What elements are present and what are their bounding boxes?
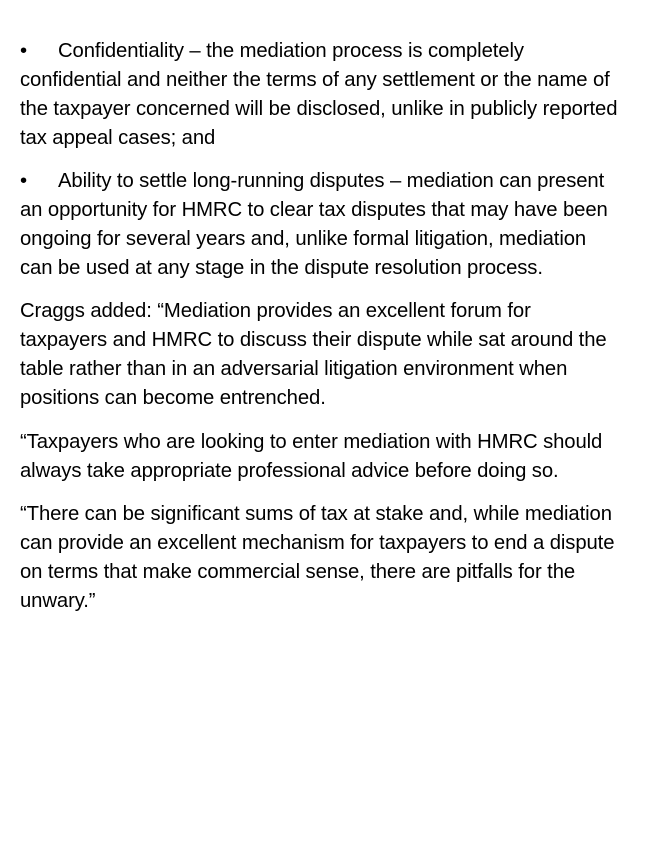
bullet-text: Ability to settle long-running disputes – mediation can present an opportunity for HMRC to clear tax disputes that may have been ongoing for several years and, unlike formal litigation, mediation can be used at any stage in the dispute resolution process. [20, 170, 608, 279]
bullet-item-long-running-disputes [20, 167, 620, 283]
paragraph-craggs-quote: Craggs added: “Mediation provides an excellent forum for taxpayers and HMRC to discuss their dispute while sat around the table rather than in an adversarial litigation environment when positions can become entrenched. [20, 300, 607, 410]
document-page [20, 37, 620, 630]
bullet-symbol: • [20, 40, 28, 62]
bullet-symbol: • [20, 170, 28, 193]
paragraph-pitfalls: “There can be significant sums of tax at stake and, while mediation can provide an excellent mechanism for taxpayers to end a dispute on terms that make commercial sense, there are pitfalls for the unwary.” [20, 503, 615, 612]
bullet-text: Confidentiality – the mediation process is completely confidential and neither the terms of any settlement or the name of the taxpayer concerned will be disclosed, unlike in publicly reported tax appeal cases; and [20, 40, 618, 149]
paragraph-professional-advice: “Taxpayers who are looking to enter mediation with HMRC should always take appropriate professional advice before doing so. [20, 430, 603, 482]
bullet-item-confidentiality [20, 37, 620, 153]
